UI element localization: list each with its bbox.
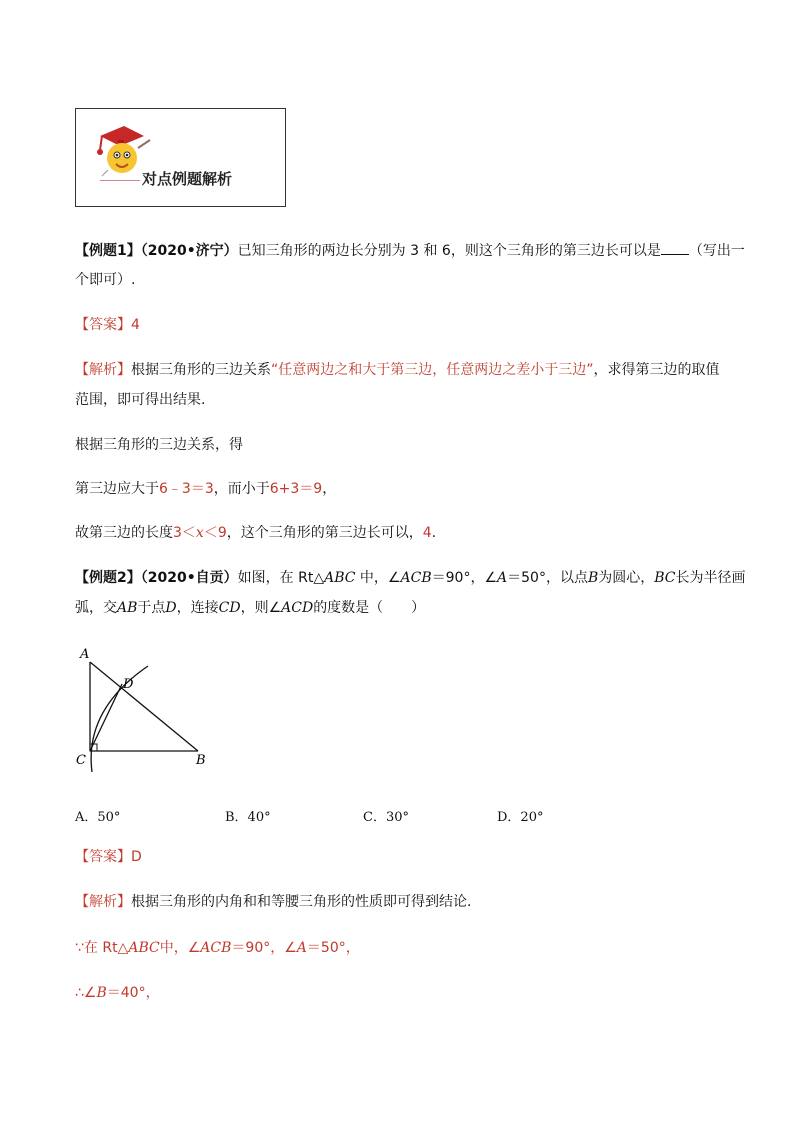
option-d: D．20° xyxy=(497,810,544,825)
stem-variable: D xyxy=(165,600,177,616)
example-1-analysis xyxy=(75,360,720,380)
stem-text: 于点 xyxy=(137,600,166,616)
example-1-text: 已知三角形的两边长分别为 3 和 6，则这个三角形的第三边长可以是 xyxy=(237,243,661,259)
step-expr: 6﹣3＝3 xyxy=(159,481,214,497)
step-text: ∴∠ xyxy=(75,985,97,1001)
arc xyxy=(91,666,148,772)
step-variable: x xyxy=(195,525,204,541)
stem-variable: AB xyxy=(117,600,138,616)
example-2-analysis xyxy=(75,892,471,912)
example-2-answer xyxy=(75,847,142,867)
example-2-stem xyxy=(75,568,746,588)
stem-text: 中，∠ xyxy=(355,570,401,586)
example-1-step-2 xyxy=(75,479,336,499)
header-rule xyxy=(100,180,140,181)
step-text: 第三边应大于 xyxy=(75,481,159,497)
stem-text: 的度数是（ ） xyxy=(313,600,426,616)
example-2-step-1 xyxy=(75,938,360,958)
stem-text: ，则∠ xyxy=(240,600,282,616)
segment-cd xyxy=(90,684,122,751)
example-1-analysis-line2: 范围，即可得出结果. xyxy=(75,392,206,408)
step-expr: ＜9 xyxy=(203,525,227,541)
option-c: C．30° xyxy=(363,810,409,825)
step-text: ＝50°， xyxy=(306,940,360,956)
stem-variable: B xyxy=(587,570,599,586)
stem-text: ＝90°，∠ xyxy=(431,570,497,586)
section-title: 对点例题解析 xyxy=(142,170,233,188)
stem-variable: CD xyxy=(218,600,241,616)
analysis-quote: “任意两边之和大于第三边，任意两边之差小于三边” xyxy=(271,362,594,378)
example-2-stem-line2 xyxy=(75,598,425,618)
stem-variable: A xyxy=(497,570,508,586)
analysis-tag: 【解析】 xyxy=(75,362,131,378)
example-1-step-1: 根据三角形的三边关系，得 xyxy=(75,437,243,453)
triangle-figure xyxy=(70,640,220,780)
analysis-rest: ，求得第三边的取值 xyxy=(593,362,720,378)
step-variable: ABC xyxy=(128,940,160,956)
answer-value: 4 xyxy=(131,317,140,333)
step-expr: 4 xyxy=(422,525,432,541)
stem-text: ＝50°，以点 xyxy=(507,570,588,586)
analysis-tag: 【解析】 xyxy=(75,894,131,910)
stem-text: 为圆心， xyxy=(598,570,655,586)
step-text: ， xyxy=(322,481,337,497)
step-text: . xyxy=(431,525,437,541)
label-d: D xyxy=(123,677,134,692)
analysis-text: 根据三角形的内角和和等腰三角形的性质即可得到结论. xyxy=(131,894,472,910)
answer-tag: 【答案】 xyxy=(75,849,131,865)
option-a: A．50° xyxy=(75,810,121,825)
answer-value: D xyxy=(131,849,142,865)
stem-variable: BC xyxy=(654,570,676,586)
analysis-intro: 根据三角形的三边关系 xyxy=(131,362,271,378)
stem-text: 长为半径画 xyxy=(675,570,746,586)
example-1-text-end: （写出一 xyxy=(688,243,745,259)
step-variable: B xyxy=(96,985,107,1001)
example-1-stem xyxy=(75,240,745,261)
label-c: C xyxy=(76,753,86,768)
stem-variable: ACD xyxy=(281,600,314,616)
step-variable: ACB xyxy=(200,940,232,956)
step-text: 故第三边的长度 xyxy=(75,525,173,541)
example-1-stem-line2: 个即可）. xyxy=(75,272,136,288)
stem-text: 弧，交 xyxy=(75,600,117,616)
step-text: ＝40°， xyxy=(106,985,160,1001)
option-b: B．40° xyxy=(225,810,271,825)
step-text: ∵在 Rt△ xyxy=(75,940,129,956)
stem-variable: ACB xyxy=(400,570,432,586)
step-expr: 3＜ xyxy=(173,525,196,541)
step-text: 中，∠ xyxy=(159,940,201,956)
example-2-tag: 【例题2】 xyxy=(75,570,141,586)
step-text: ，这个三角形的第三边长可以， xyxy=(226,525,423,541)
label-b: B xyxy=(196,753,206,768)
example-1-source: （2020•济宁） xyxy=(140,243,238,259)
step-variable: A xyxy=(296,940,307,956)
example-1-tag: 【例题1】 xyxy=(75,243,141,259)
example-2-step-2 xyxy=(75,983,160,1003)
label-a: A xyxy=(80,647,90,662)
step-text: ＝90°，∠ xyxy=(231,940,297,956)
stem-text: ，连接 xyxy=(176,600,219,616)
answer-blank xyxy=(661,240,689,255)
step-expr: 6+3＝9 xyxy=(269,481,323,497)
example-1-step-3 xyxy=(75,523,436,543)
step-text: ，而小于 xyxy=(213,481,270,497)
stem-variable: ABC xyxy=(324,570,356,586)
example-1-answer xyxy=(75,315,140,335)
stem-text: 如图，在 Rt△ xyxy=(237,570,325,586)
example-2-source: （2020•自贡） xyxy=(140,570,238,586)
answer-tag: 【答案】 xyxy=(75,317,131,333)
